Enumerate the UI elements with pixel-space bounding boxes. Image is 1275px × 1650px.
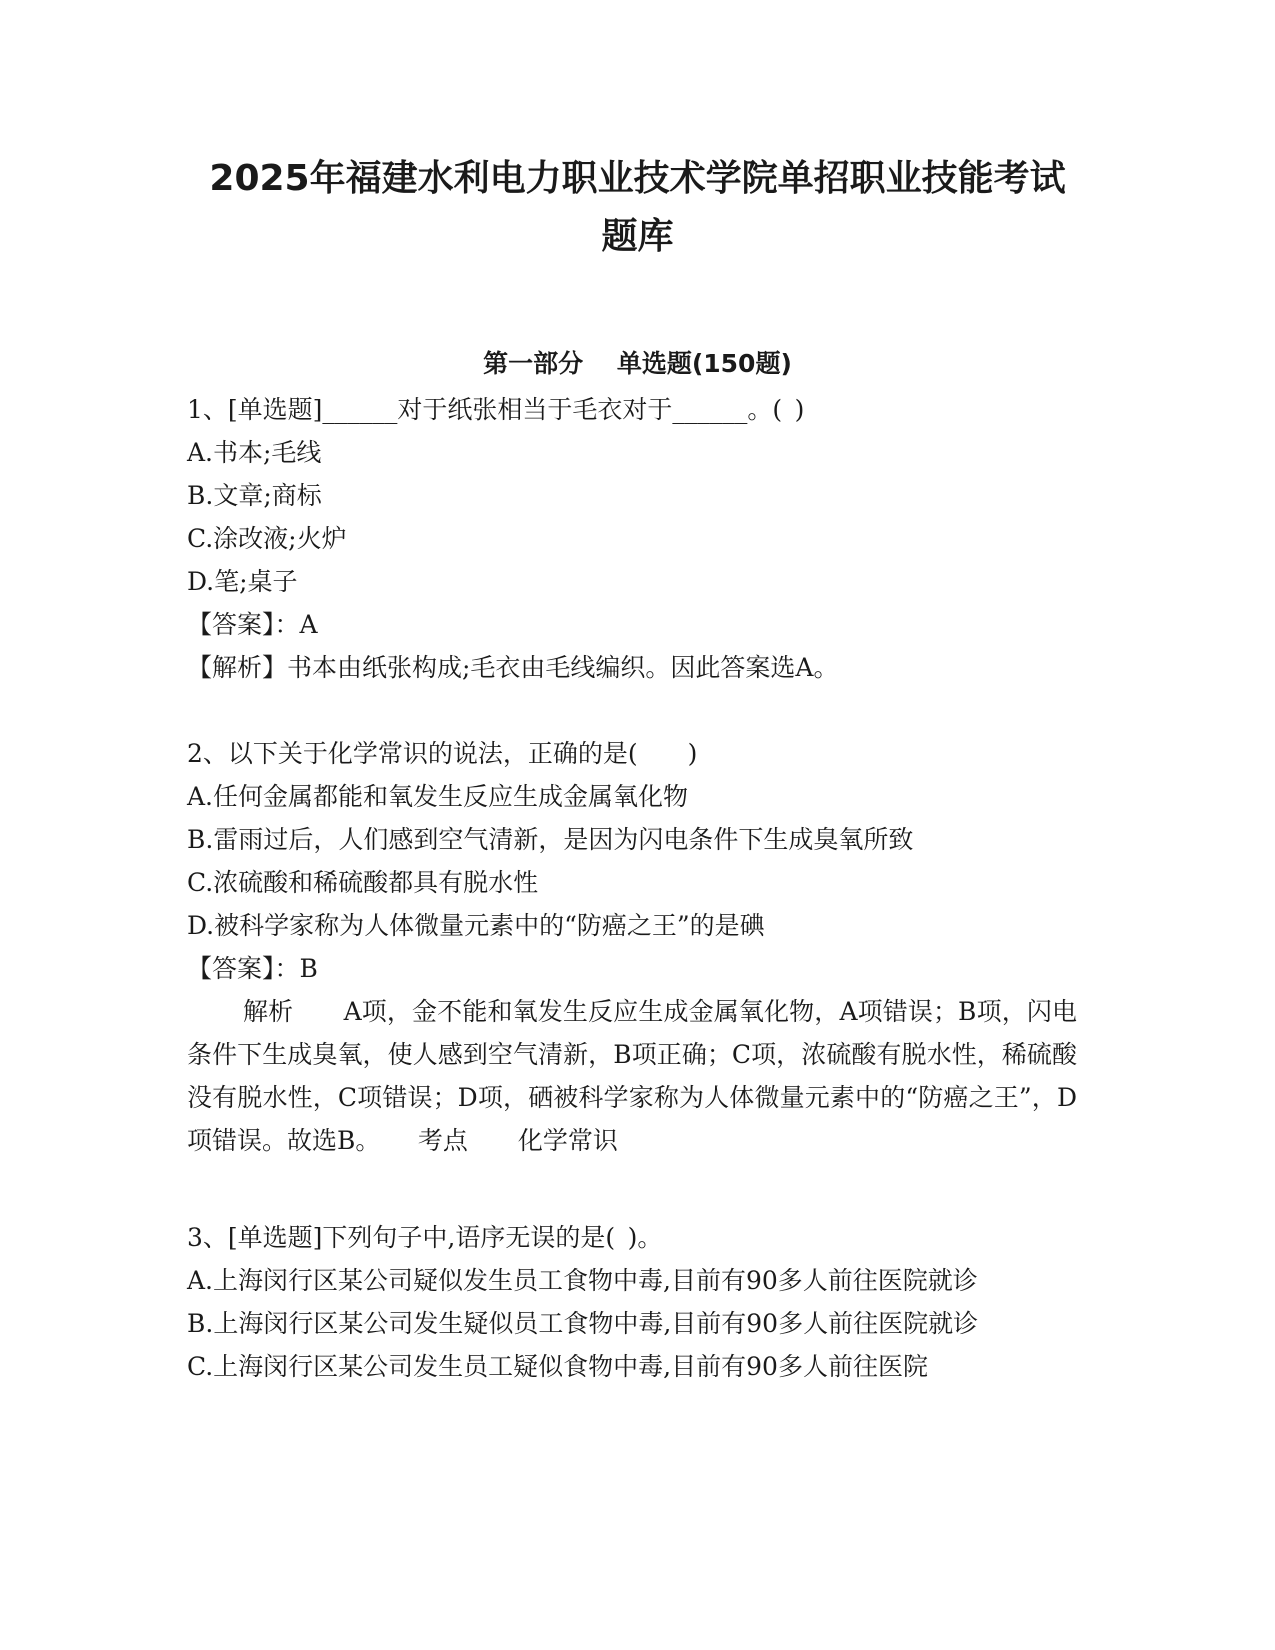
- document-title-line-1: 2025年福建水利电力职业技术学院单招职业技能考试: [209, 158, 1066, 199]
- question-1: [187, 388, 1077, 689]
- question-3-option-b: B.上海闵行区某公司发生疑似员工食物中毒,目前有90多人前往医院就诊: [187, 1309, 979, 1338]
- question-1-answer: 【答案】：A: [187, 610, 318, 639]
- question-2-option-a: A.任何金属都能和氧发生反应生成金属氧化物: [187, 782, 689, 811]
- document-title-line-2: 题库: [601, 216, 674, 257]
- section-title: 第一部分 单选题(150题): [483, 349, 792, 378]
- question-2-stem: 2、以下关于化学常识的说法，正确的是( ): [187, 739, 698, 768]
- question-1-option-b: B.文章;商标: [187, 481, 322, 510]
- question-2-analysis: 解析 A项，金不能和氧发生反应生成金属氧化物，A项错误；B项，闪电条件下生成臭氧，使人感到空气清新，B项正确；C项，浓硫酸有脱水性，稀硫酸没有脱水性，C项错误；D项，硒被科学家称为人体微量元素中的“防癌之王”，D项错误。故选B。 考点 化学常识: [187, 997, 1077, 1155]
- question-2-option-d: D.被科学家称为人体微量元素中的“防癌之王”的是碘: [187, 911, 765, 940]
- question-3-option-c: C.上海闵行区某公司发生员工疑似食物中毒,目前有90多人前往医院: [187, 1352, 928, 1381]
- question-2-option-b: B.雷雨过后，人们感到空气清新，是因为闪电条件下生成臭氧所致: [187, 825, 914, 854]
- document-title: [150, 150, 1125, 266]
- question-2-option-c: C.浓硫酸和稀硫酸都具有脱水性: [187, 868, 539, 897]
- question-1-analysis: 【解析】书本由纸张构成;毛衣由毛线编织。因此答案选A。: [187, 653, 839, 682]
- question-1-option-c: C.涂改液;火炉: [187, 524, 347, 553]
- question-3-option-a: A.上海闵行区某公司疑似发生员工食物中毒,目前有90多人前往医院就诊: [187, 1266, 978, 1295]
- question-1-stem: 1、[单选题]______对于纸张相当于毛衣对于______。( ): [187, 395, 805, 424]
- question-2: [187, 732, 1077, 1162]
- question-3-stem: 3、[单选题]下列句子中,语序无误的是( )。: [187, 1223, 663, 1252]
- question-1-option-a: A.书本;毛线: [187, 438, 322, 467]
- question-2-answer: 【答案】：B: [187, 954, 318, 983]
- question-1-option-d: D.笔;桌子: [187, 567, 298, 596]
- question-3: [187, 1216, 1077, 1388]
